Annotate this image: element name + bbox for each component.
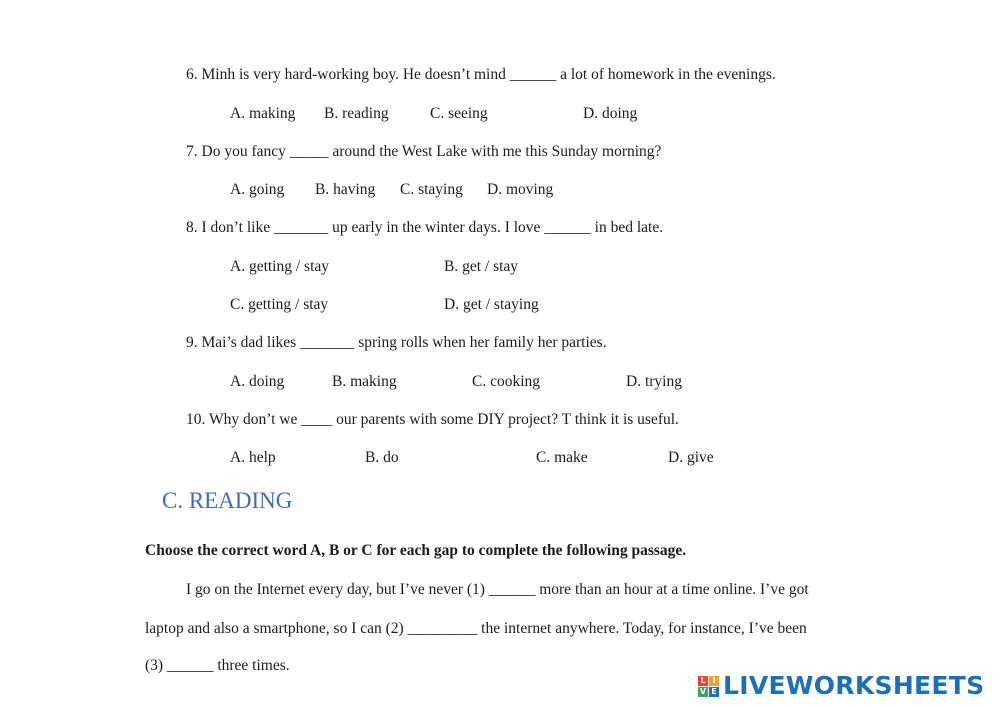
passage-line-2: laptop and also a smartphone, so I can (2) _________ the internet anywhere. Today, for instance, I’ve been (145, 620, 807, 637)
liveworksheets-logo (698, 672, 984, 700)
question-6-stem: 6. Minh is very hard-working boy. He doesn’t mind ______ a lot of homework in the evenings. (186, 66, 776, 83)
question-7-stem: 7. Do you fancy _____ around the West Lake with me this Sunday morning? (186, 143, 662, 160)
question-9-stem: 9. Mai’s dad likes _______ spring rolls when her family her parties. (186, 334, 607, 351)
logo-icon-tile: E (709, 687, 719, 697)
question-7-option-d: D. moving (487, 181, 554, 198)
question-10-option-a: A. help (230, 449, 276, 466)
logo-icon-tile: I (709, 676, 719, 686)
logo-icon-tile: L (698, 676, 708, 686)
question-9-option-b: B. making (332, 373, 397, 390)
question-8-option-a: A. getting / stay (230, 258, 330, 275)
question-8-stem: 8. I don’t like _______ up early in the winter days. I love ______ in bed late. (186, 219, 664, 236)
question-7-option-b: B. having (315, 181, 376, 198)
question-9-option-c: C. cooking (472, 373, 541, 390)
question-7-option-a: A. going (230, 181, 285, 198)
question-10-option-d: D. give (668, 449, 714, 466)
logo-text: LIVEWORKSHEETS (723, 671, 985, 700)
question-6-option-c: C. seeing (430, 105, 488, 122)
passage-line-3: (3) ______ three times. (145, 657, 290, 674)
question-6-option-d: D. doing (583, 105, 638, 122)
question-10-option-b: B. do (365, 449, 399, 466)
reading-instruction: Choose the correct word A, B or C for each gap to complete the following passage. (145, 542, 687, 559)
question-6-option-a: A. making (230, 105, 296, 122)
logo-icon-tile: V (699, 686, 707, 696)
passage-line-1: I go on the Internet every day, but I’ve never (1) ______ more than an hour at a time online. I’ve got (186, 581, 809, 598)
question-10-option-c: C. make (536, 449, 588, 466)
liveworksheets-logo-icon (698, 676, 719, 697)
question-9-option-a: A. doing (230, 373, 285, 390)
question-6-option-b: B. reading (324, 105, 389, 122)
question-8-option-c: C. getting / stay (230, 296, 329, 313)
question-9-option-d: D. trying (626, 373, 682, 390)
question-8-option-d: D. get / staying (444, 296, 539, 313)
question-8-option-b: B. get / stay (444, 258, 519, 275)
question-7-option-c: C. staying (400, 181, 463, 198)
question-10-stem: 10. Why don’t we ____ our parents with some DIY project? T think it is useful. (186, 411, 679, 428)
section-heading-reading: C. READING (162, 488, 293, 513)
